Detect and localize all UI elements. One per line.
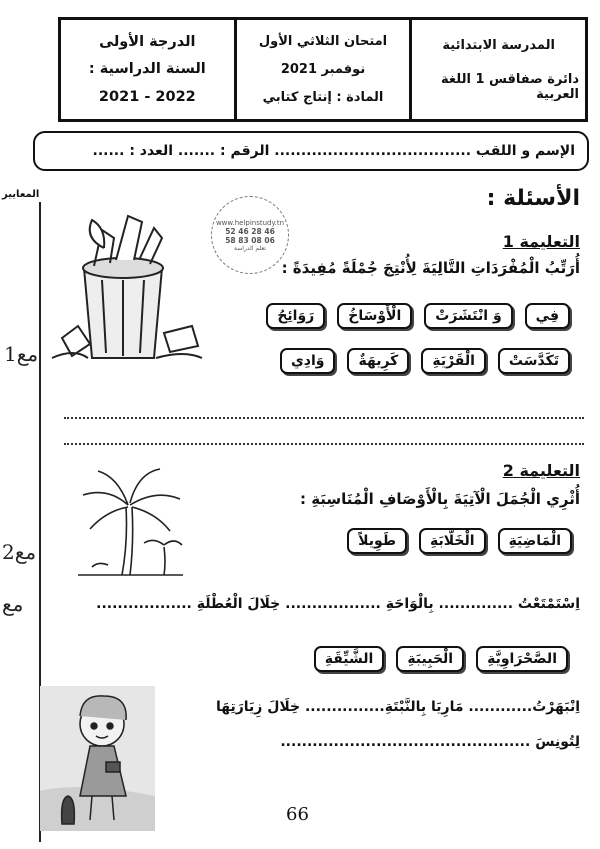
criteria-label: المعايير: [2, 189, 40, 200]
word-tile[interactable]: الْمَاضِيَةِ: [498, 528, 572, 554]
task1-words-row1: [266, 303, 570, 329]
year-label: السنة الدراسية :: [88, 61, 206, 78]
header-grade-cell: [61, 20, 234, 119]
header-exam-cell: [234, 20, 410, 119]
page-number: 66: [286, 804, 309, 825]
exam-date: نوفمبر 2021: [280, 61, 366, 77]
exam-subject: المادة : إنتاج كتابي: [262, 89, 384, 105]
margin-mark-2: مع2: [2, 540, 37, 564]
stamp-phone-2: 58 83 08 06: [225, 235, 275, 245]
task2-sentence-b2[interactable]: لِتُونِسَ ...............................................: [280, 734, 580, 750]
word-tile[interactable]: تَكَدَّسَتْ: [498, 348, 570, 374]
word-tile[interactable]: وَادِي: [280, 348, 336, 374]
word-tile[interactable]: الْخَلَّابَةِ: [419, 528, 486, 554]
word-tile[interactable]: الْحَبِيبَةِ: [396, 646, 464, 672]
margin-mark-3: مع: [2, 592, 24, 616]
questions-title: الأسئلة :: [486, 186, 580, 211]
stamp-tag: تعلم الدراسة: [234, 244, 266, 252]
school-name: المدرسة الابتدائية: [442, 37, 555, 53]
task1-instruction: أُرَتِّبُ الْمُفْرَدَاتِ التَّالِيَةَ لِأُنْتِجَ جُمْلَةً مُفِيدَةً :: [281, 259, 580, 277]
word-tile[interactable]: الصَّحْرَاوِيَّةِ: [476, 646, 568, 672]
task2-sentence-a[interactable]: اِسْتَمْتَعْتُ .............. بِالْوَاحَةِ .................. خِلَالَ الْعُطْلَةِ ..................: [96, 596, 580, 612]
exam-header: [58, 17, 588, 122]
school-district: دائرة صفاقس 1 اللغة العربية: [441, 71, 580, 102]
grade-label: الدرجة الأولى: [99, 33, 196, 50]
task2-title: التعليمة 2: [502, 461, 580, 480]
word-tile[interactable]: فِي: [525, 303, 570, 329]
word-tile[interactable]: كَرِيهَةٌ: [347, 348, 409, 374]
student-info-box[interactable]: [33, 131, 589, 171]
word-tile[interactable]: الْأَوْسَاخُ: [337, 303, 412, 329]
word-tile[interactable]: وَ انْتَشَرَتْ: [424, 303, 512, 329]
margin-mark-1: مع1: [4, 342, 39, 366]
palm-tree-illustration: [78, 467, 183, 577]
word-tile[interactable]: الشَّيِّقَةِ: [314, 646, 385, 672]
task2-words-b: [314, 646, 568, 672]
student-info-line: الإسم و اللقب ..................................... الرقم : ....... العدد : ......: [92, 143, 575, 159]
stamp-phone-1: 52 46 28 46: [225, 226, 275, 236]
answer-line-1[interactable]: [64, 417, 584, 419]
school-year: 2022 - 2021: [98, 89, 196, 106]
word-tile[interactable]: طَوِيلاً: [347, 528, 407, 554]
task2-instruction: أُثْرِي الْجُمَلَ الْآتِيَةَ بِالْأَوْصَافِ الْمُنَاسِبَةِ :: [299, 490, 580, 508]
trash-bin-illustration: [44, 208, 204, 368]
girl-desert-illustration: [40, 686, 155, 831]
task1-words-row2: [280, 348, 570, 374]
header-school-cell: [409, 20, 585, 119]
exam-title: امتحان الثلاثي الأول: [258, 34, 388, 50]
word-tile[interactable]: الْقَرْيَةِ: [421, 348, 486, 374]
task1-title: التعليمة 1: [502, 232, 580, 251]
task2-words-a: [347, 528, 572, 554]
task2-sentence-b[interactable]: اِنْبَهَرْتُ............ مَارِيَا بِالنَّبْتَةِ............... خِلَالَ زِيَارَتِهَا: [215, 699, 580, 715]
answer-line-2[interactable]: [64, 443, 584, 445]
word-tile[interactable]: رَوَائِحُ: [266, 303, 325, 329]
watermark-stamp: [211, 196, 289, 274]
stamp-site: www.helpinstudy.tn: [215, 218, 285, 227]
